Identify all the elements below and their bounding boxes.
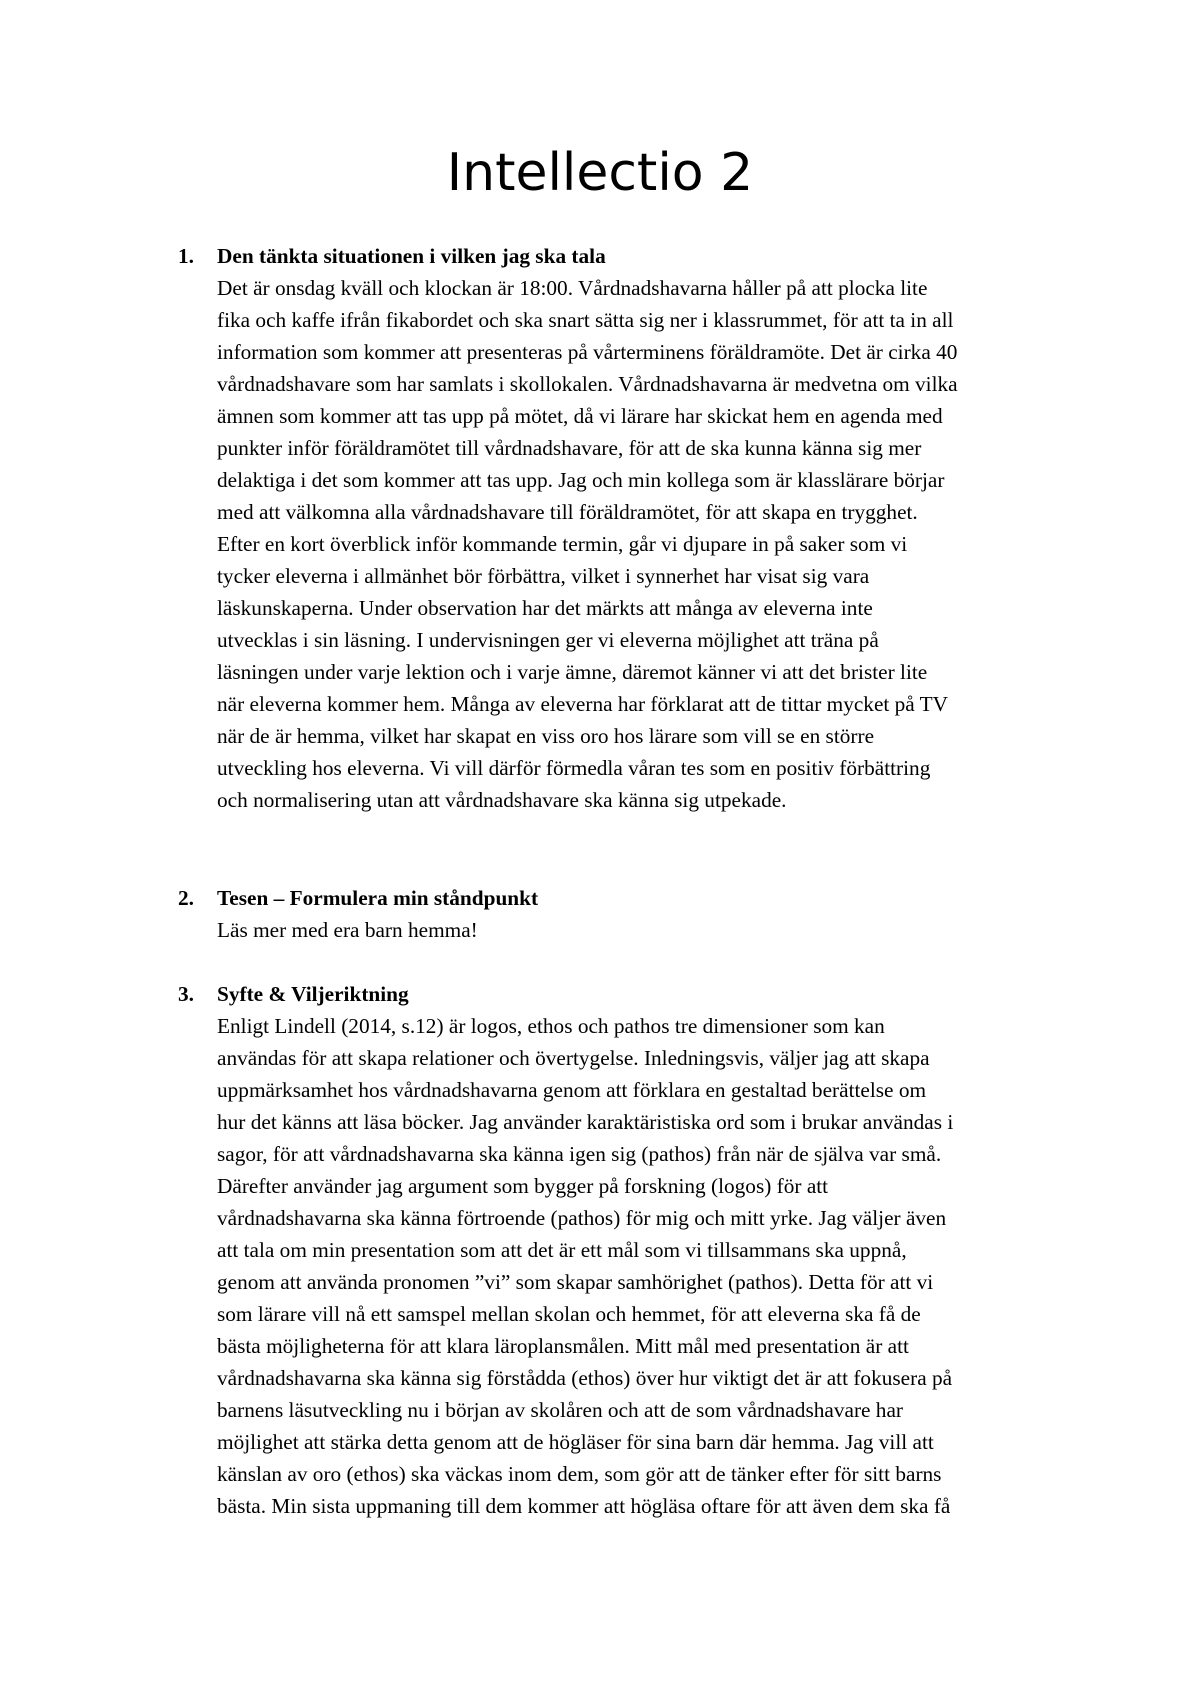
body-line: hur det känns att läsa böcker. Jag använder karaktäristiska ord som i brukar användas i — [217, 1110, 954, 1134]
body-line: läsningen under varje lektion och i varje ämne, däremot känner vi att det brister lite — [217, 660, 928, 684]
body-line: vårdnadshavarna ska känna sig förstådda (ethos) över hur viktigt det är att fokusera på — [217, 1366, 953, 1390]
body-line: läskunskaperna. Under observation har det märkts att många av eleverna inte — [217, 596, 873, 620]
body-line: bästa möjligheterna för att klara läroplansmålen. Mitt mål med presentation är att — [217, 1334, 909, 1358]
section-body — [217, 914, 1067, 946]
body-line: punkter inför föräldramötet till vårdnadshavare, för att de ska kunna känna sig mer — [217, 436, 922, 460]
body-line: användas för att skapa relationer och övertygelse. Inledningsvis, väljer jag att skapa — [217, 1046, 930, 1070]
body-line: delaktiga i det som kommer att tas upp. Jag och min kollega som är klasslärare börjar — [217, 468, 945, 492]
body-line: när eleverna kommer hem. Många av eleverna har förklarat att de tittar mycket på TV — [217, 692, 949, 716]
section-number: 2. — [178, 886, 194, 910]
body-line: Läs mer med era barn hemma! — [217, 918, 478, 942]
section-heading: Den tänkta situationen i vilken jag ska tala — [217, 244, 606, 268]
body-line: möjlighet att stärka detta genom att de högläser för sina barn där hemma. Jag vill att — [217, 1430, 934, 1454]
section-body — [217, 272, 1067, 816]
document-title: Intellectio 2 — [446, 143, 754, 203]
section-heading: Syfte & Viljeriktning — [217, 982, 409, 1006]
body-line: tycker eleverna i allmänhet bör förbättra, vilket i synnerhet har visat sig vara — [217, 564, 870, 588]
body-line: bästa. Min sista uppmaning till dem kommer att högläsa oftare för att även dem ska få — [217, 1494, 951, 1518]
body-line: vårdnadshavare som har samlats i skollokalen. Vårdnadshavarna är medvetna om vilka — [217, 372, 958, 396]
body-line: sagor, för att vårdnadshavarna ska känna igen sig (pathos) från när de själva var små. — [217, 1142, 942, 1166]
body-line: att tala om min presentation som att det är ett mål som vi tillsammans ska uppnå, — [217, 1238, 907, 1262]
body-line: uppmärksamhet hos vårdnadshavarna genom att förklara en gestaltad berättelse om — [217, 1078, 927, 1102]
body-line: Därefter använder jag argument som bygger på forskning (logos) för att — [217, 1174, 829, 1198]
body-line: Det är onsdag kväll och klockan är 18:00. Vårdnadshavarna håller på att plocka lite — [217, 276, 928, 300]
body-line: vårdnadshavarna ska känna förtroende (pathos) för mig och mitt yrke. Jag väljer även — [217, 1206, 947, 1230]
body-line: information som kommer att presenteras på vårterminens föräldramöte. Det är cirka 40 — [217, 340, 958, 364]
body-line: utveckling hos eleverna. Vi vill därför förmedla våran tes som en positiv förbättring — [217, 756, 931, 780]
body-line: Enligt Lindell (2014, s.12) är logos, ethos och pathos tre dimensioner som kan — [217, 1014, 885, 1038]
section-heading: Tesen – Formulera min ståndpunkt — [217, 886, 539, 910]
section-body — [217, 1010, 1067, 1522]
body-line: när de är hemma, vilket har skapat en viss oro hos lärare som vill se en större — [217, 724, 875, 748]
section-number: 1. — [178, 244, 194, 268]
body-line: genom att använda pronomen ”vi” som skapar samhörighet (pathos). Detta för att vi — [217, 1270, 934, 1294]
body-line: Efter en kort överblick inför kommande termin, går vi djupare in på saker som vi — [217, 532, 908, 556]
body-line: utvecklas i sin läsning. I undervisningen ger vi eleverna möjlighet att träna på — [217, 628, 879, 652]
body-line: med att välkomna alla vårdnadshavare till föräldramötet, för att skapa en trygghet. — [217, 500, 918, 524]
body-line: barnens läsutveckling nu i början av skolåren och att de som vårdnadshavare har — [217, 1398, 904, 1422]
body-line: och normalisering utan att vårdnadshavare ska känna sig utpekade. — [217, 788, 787, 812]
body-line: fika och kaffe ifrån fikabordet och ska snart sätta sig ner i klassrummet, för att ta in all — [217, 308, 954, 332]
body-line: som lärare vill nå ett samspel mellan skolan och hemmet, för att eleverna ska få de — [217, 1302, 921, 1326]
body-line: ämnen som kommer att tas upp på mötet, då vi lärare har skickat hem en agenda med — [217, 404, 943, 428]
section-number: 3. — [178, 982, 194, 1006]
body-line: känslan av oro (ethos) ska väckas inom dem, som gör att de tänker efter för sitt barns — [217, 1462, 942, 1486]
